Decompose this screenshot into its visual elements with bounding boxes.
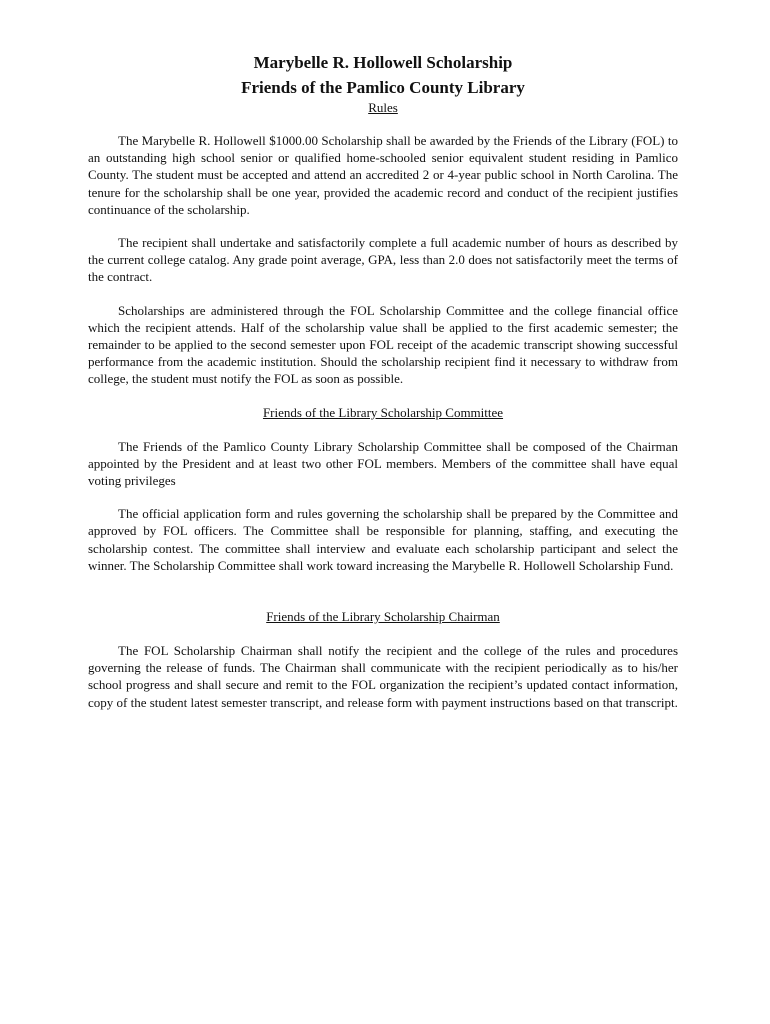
committee-paragraph: The official application form and rules governing the scholarship shall be prepared by the Committee and approved by FOL officers. The Committee shall be responsible for planning, staffing, and executing the scholarship contest. The committee shall interview and evaluate each scholarship participant and select the winner. The Scholarship Committee shall work toward increasing the Marybelle R. Hollowell Scholarship Fund. [88,506,678,573]
chairman-heading: Friends of the Library Scholarship Chairman [266,609,500,625]
committee-paragraph: The Friends of the Pamlico County Library Scholarship Committee shall be composed of the Chairman appointed by the President and at least two other FOL members. Members of the committee shall have equal voting privileges [88,438,678,489]
committee-heading: Friends of the Library Scholarship Committee [262,404,504,420]
document-title-line-2: Friends of the Pamlico County Library [241,78,525,97]
chairman-paragraph: The FOL Scholarship Chairman shall notify the recipient and the college of the rules and procedures governing the release of funds. The Chairman shall communicate with the recipient periodically as to his/her school progress and shall secure and remit to the FOL organization the recipient’s updated contact information, copy of the student latest semester transcript, and release form with payment instructions based on that transcript. [88,643,678,710]
document-title-line-1: Marybelle R. Hollowell Scholarship [253,53,513,72]
rules-subtitle: Rules [368,100,398,115]
rules-paragraph: Scholarships are administered through the FOL Scholarship Committee and the college financial office which the recipient attends. Half of the scholarship value shall be applied to the first academic semester; the remainder to be applied to the second semester upon FOL receipt of the academic transcript showing successful performance from the academic institution. Should the scholarship recipient find it necessary to withdraw from college, the student must notify the FOL as soon as possible. [88,302,678,387]
section-spacer [88,590,678,608]
document-page [88,50,678,727]
rules-paragraph: The Marybelle R. Hollowell $1000.00 Scholarship shall be awarded by the Friends of the Library (FOL) to an outstanding high school senior or qualified home-schooled senior equivalent student residing in Pamlico County. The student must be accepted and attend an accredited 2 or 4-year public school in North Carolina. The tenure for the scholarship shall be one year, provided the academic record and conduct of the recipient justifies continuance of the scholarship. [88,133,678,217]
rules-paragraph: The recipient shall undertake and satisfactorily complete a full academic number of hours as described by the current college catalog. Any grade point average, GPA, less than 2.0 does not satisfactorily meet the terms of the contract. [88,235,678,285]
